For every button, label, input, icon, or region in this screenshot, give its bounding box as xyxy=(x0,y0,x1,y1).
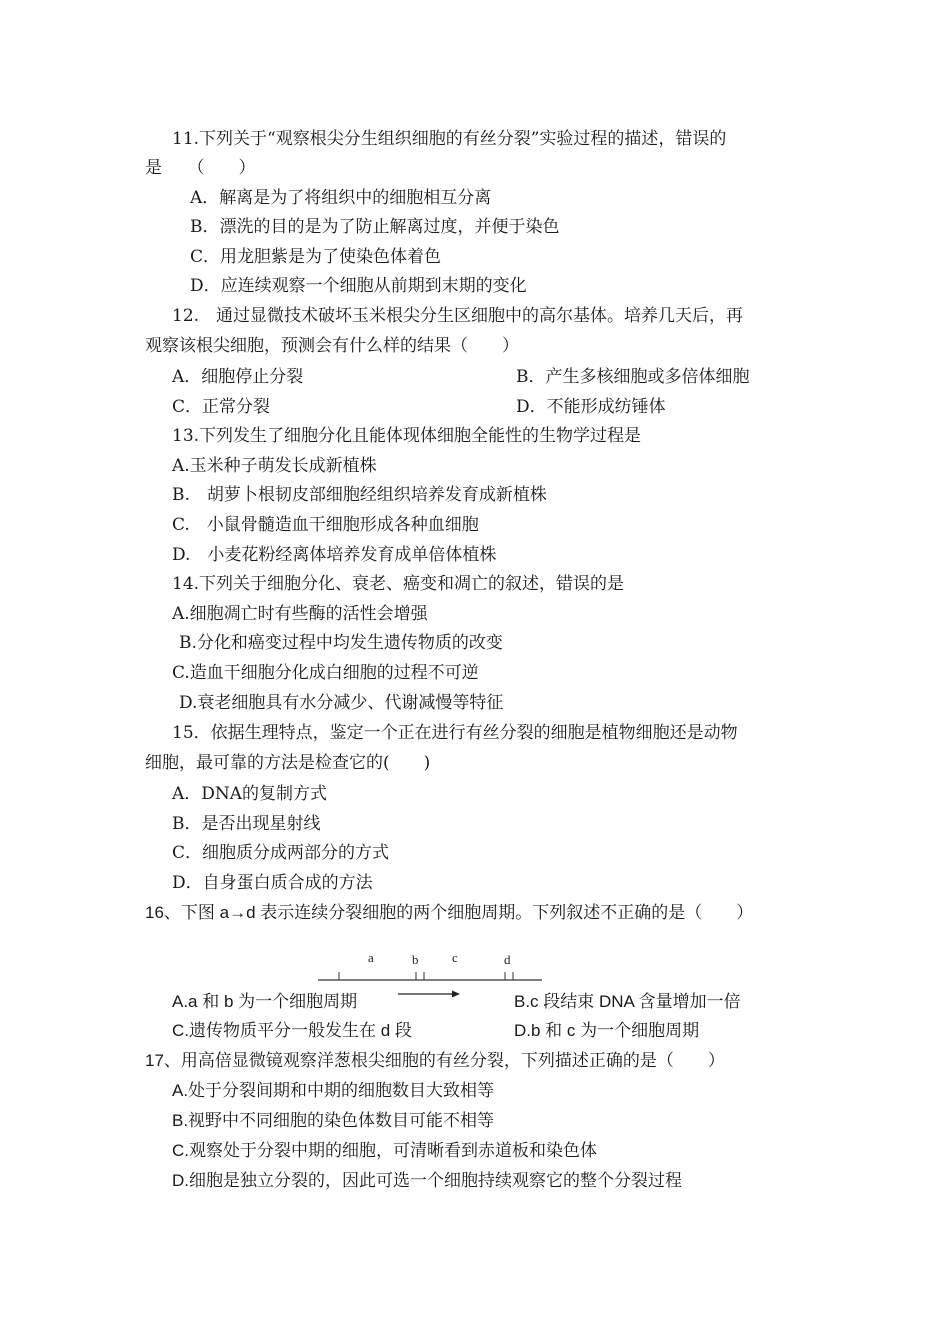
q13-option-b: B. 胡萝卜根韧皮部细胞经组织培养发育成新植株 xyxy=(172,485,547,505)
q13-option-a: A.玉米种子萌发长成新植株 xyxy=(172,456,377,476)
q12-stem-cont: 观察该根尖细胞，预测会有什么样的结果（ ） xyxy=(145,336,519,356)
q13-stem: 13.下列发生了细胞分化且能体现体细胞全能性的生物学过程是 xyxy=(172,426,642,446)
q15-option-a: A．DNA的复制方式 xyxy=(172,784,328,804)
q14-option-a: A.细胞凋亡时有些酶的活性会增强 xyxy=(172,604,428,624)
q16-stem: 16、下图 a→d 表示连续分裂细胞的两个细胞周期。下列叙述不正确的是（ ） xyxy=(145,903,754,922)
q11-option-b: B．漂洗的目的是为了防止解离过度，并便于染色 xyxy=(190,217,560,237)
q16-option-c: C.遗传物质平分一般发生在 d 段 xyxy=(172,1021,412,1040)
q12-option-b: B．产生多核细胞或多倍体细胞 xyxy=(516,367,750,387)
q17-option-b: B.视野中不同细胞的染色体数目可能不相等 xyxy=(172,1111,495,1130)
q12-option-a: A．细胞停止分裂 xyxy=(172,367,304,387)
q12-stem: 12. 通过显微技术破坏玉米根尖分生区细胞中的高尔基体。培养几天后，再 xyxy=(172,306,744,326)
q14-stem: 14.下列关于细胞分化、衰老、癌变和凋亡的叙述，错误的是 xyxy=(172,574,625,594)
q14-option-b: B.分化和癌变过程中均发生遗传物质的改变 xyxy=(179,633,503,653)
q14-option-d: D.衰老细胞具有水分减少、代谢减慢等特征 xyxy=(179,693,504,713)
q17-option-d: D.细胞是独立分裂的，因此可选一个细胞持续观察它的整个分裂过程 xyxy=(172,1171,682,1190)
q14-option-c: C.造血干细胞分化成白细胞的过程不可逆 xyxy=(172,663,479,683)
q11-option-d: D．应连续观察一个细胞从前期到末期的变化 xyxy=(190,276,527,296)
q17-stem: 17、用高倍显微镜观察洋葱根尖细胞的有丝分裂，下列描述正确的是（ ） xyxy=(145,1051,725,1070)
q15-option-b: B．是否出现星射线 xyxy=(172,814,321,834)
q12-option-d: D．不能形成纺锤体 xyxy=(516,397,666,417)
arrow-head-icon xyxy=(452,991,460,998)
segment-label-c: c xyxy=(452,950,458,965)
q16-option-d: D.b 和 c 为一个细胞周期 xyxy=(514,1021,700,1040)
q11-stem: 11.下列关于“观察根尖分生组织细胞的有丝分裂”实验过程的描述，错误的 xyxy=(172,129,727,149)
q13-option-c: C. 小鼠骨髓造血干细胞形成各种血细胞 xyxy=(172,515,479,535)
segment-label-a: a xyxy=(368,950,374,965)
q15-option-c: C．细胞质分成两部分的方式 xyxy=(172,843,390,863)
q11-option-c: C．用龙胆紫是为了使染色体着色 xyxy=(190,247,442,267)
q11-option-a: A．解离是为了将组织中的细胞相互分离 xyxy=(190,188,492,208)
q17-option-c: C.观察处于分裂中期的细胞，可清晰看到赤道板和染色体 xyxy=(172,1141,597,1160)
segment-label-d: d xyxy=(504,952,511,967)
q13-option-d: D. 小麦花粉经离体培养发育成单倍体植株 xyxy=(172,545,497,565)
q15-option-d: D．自身蛋白质合成的方法 xyxy=(172,873,373,893)
q11-stem-cont: 是 （ ） xyxy=(145,158,256,178)
q17-option-a: A.处于分裂间期和中期的细胞数目大致相等 xyxy=(172,1081,495,1100)
q16-option-a: A.a 和 b 为一个细胞周期 xyxy=(172,992,358,1011)
q15-stem-cont: 细胞，最可靠的方法是检查它的( ) xyxy=(145,753,431,773)
segment-label-b: b xyxy=(412,952,419,967)
q15-stem: 15．依据生理特点，鉴定一个正在进行有丝分裂的细胞是植物细胞还是动物 xyxy=(172,723,738,743)
q12-option-c: C．正常分裂 xyxy=(172,397,271,417)
q16-option-b: B.c 段结束 DNA 含量增加一倍 xyxy=(514,992,741,1011)
